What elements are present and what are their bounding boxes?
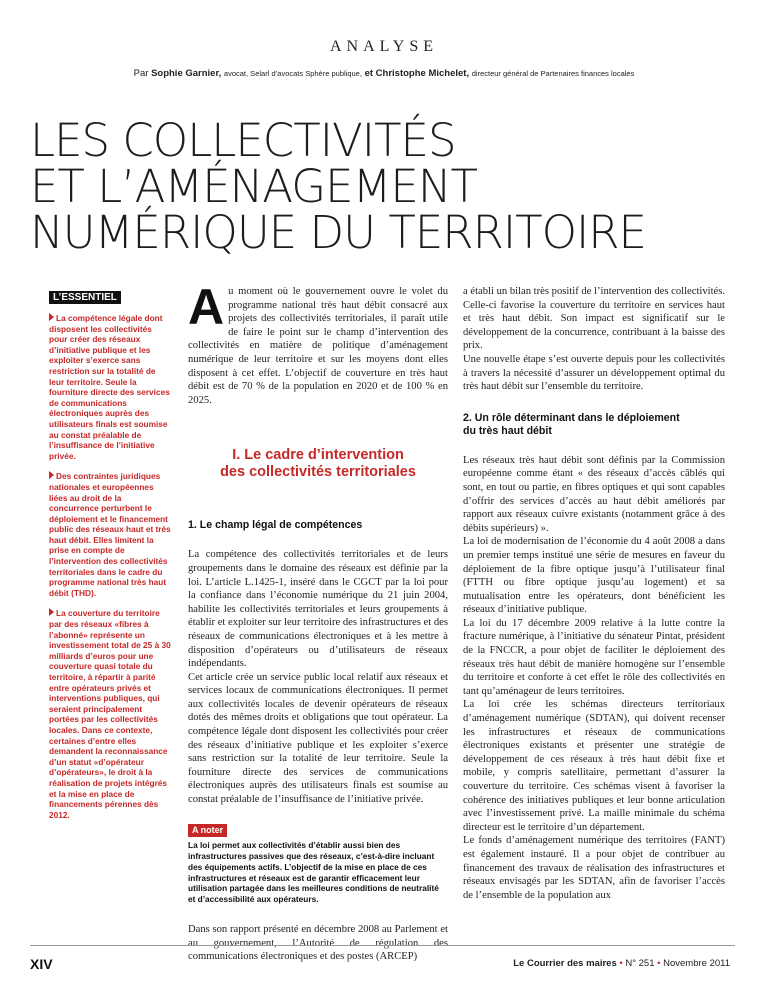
- dropcap: A: [188, 279, 225, 335]
- rubric: ANALYSE: [329, 38, 439, 55]
- paragraph: Le fonds d’aménagement numérique des territoires (FANT) est également instauré. Il a pour objet de contribuer au financement des travaux de réalisation des infrastructures et réseaux envisagés par les SDTAN, afin de favoriser l’accès de l’ensemble de la population aux: [463, 835, 725, 901]
- essentiel-item: La couverture du territoire par des réseaux «fibres à l’abonné» représente un investissement total de 25 à 30 milliards d’euros pour une couverture quasi totale du territoire, à répartir à parité entre opérateurs privés et interventions publiques, qui seraient principalement portées par les collectivités locales. Dans ce contexte, certaines d’entre elles demandent la reconnaissance d’un statut «d’opérateur d’opérateurs», le droit à la réalisation de projets intégrés et la mise en place de financements pérennes dès 2012.: [49, 608, 171, 820]
- issue-date: Novembre 2011: [663, 958, 730, 969]
- paragraph: La loi du 17 décembre 2009 relative à la lutte contre la fracture numérique, à l’initiative du sénateur Pintat, président de la FNCCR, a pour objet de faciliter le déploiement des réseaux très haut débit de manière homogène sur l’ensemble du territoire et conforte à cet effet le rôle des collectivités en tant qu’aménageur de leurs territoires.: [463, 617, 725, 697]
- paragraph: La loi de modernisation de l’économie du 4 août 2008 a dans un premier temps institué une série de mesures en faveur du déploiement de la fibre optique jusqu’à l’utilisateur final (FTTH ou fibre optique jusqu’au logement) et sa mutualisation entre les opérateurs, dont bénéficient les réseaux d’initiative publique.: [463, 536, 725, 616]
- publication-name: Le Courrier des maires: [513, 958, 617, 969]
- byline: [0, 68, 768, 79]
- note-text: La loi permet aux collectivités d’établir aussi bien des infrastructures passives que des réseaux, c’est-à-dire incluant des équipements actifs. L’objectif de la mise en place de ces infrastructures et réseaux est de garantir efficacement leur utilisation partagée dans les meilleures conditions de neutralité et d’accessibilité aux opérateurs.: [188, 840, 439, 905]
- note-box: [188, 824, 448, 905]
- issue-number: N° 251: [625, 958, 655, 969]
- paragraph: Une nouvelle étape s’est ouverte depuis pour les collectivités à travers la nécessité d’assurer un développement optimal du très haut débit sur l’ensemble du territoire.: [463, 353, 725, 393]
- title-line-3: NUMÉRIQUE DU TERRITOIRE: [30, 206, 646, 259]
- subheading-2: 2. Un rôle déterminant dans le déploiement du très haut débit: [463, 411, 680, 437]
- byline-conj: et: [364, 68, 374, 79]
- paragraph: a établi un bilan très positif de l’intervention des collectivités. Celle-ci favorise la couverture du territoire en services haut et très haut débit. Son impact est significatif sur le développement de la concurrence, contribuant à la baisse des prix.: [463, 286, 725, 352]
- essentiel-item: Des contraintes juridiques nationales et européennes liées au droit de la concurrence perturbent le déploiement et le financement public des réseaux haut et très haut débit. Elles limitent la prise en compte de l’intervention des collectivités territoriales dans le cadre du programme national très haut débit (THD).: [49, 471, 171, 598]
- section-title: I. Le cadre d’intervention des collectivités territoriales: [220, 447, 416, 481]
- note-heading: A noter: [188, 824, 227, 838]
- triangle-bullet-icon: [49, 608, 54, 616]
- intro-paragraph: Au moment où le gouvernement ouvre le volet du programme national très haut débit consacré aux projets des collectivités territoriales, il paraît utile de faire le point sur le champ d’intervention des collectivités en matière de politique d’aménagement numérique de leur territoire et sur les moyens dont elles disposent à cet effet. L’objectif de couverture en très haut débit est de 70 % de la population en 2020 et de 100 % en 2025.: [188, 279, 448, 406]
- article-title: [30, 114, 750, 259]
- essentiel-sidebar: [49, 287, 172, 830]
- author2: Christophe Michelet,: [375, 68, 470, 79]
- triangle-bullet-icon: [49, 471, 54, 479]
- paragraph: Cet article crée un service public local relatif aux réseaux et services locaux de communications électroniques. Il permet aux collectivités locales de devenir opérateurs de réseaux dotés des mêmes droits et obligations que tout opérateur. La compétence légale dont disposent les collectivités pour créer des réseaux d’initiative publique et les exploiter s’exerce sans restriction sur la totalité de leur territoire. Seule la fourniture directe des services de communications électroniques auprès des utilisateurs finals est soumise au constat préalable de l’insuffisance de l’initiative privée.: [188, 671, 448, 806]
- byline-prefix: Par: [133, 68, 149, 79]
- essentiel-item: La compétence légale dont disposent les collectivités pour créer des réseaux d’initiative publique et les exploiter s’exerce sans restriction sur la totalité de leur territoire. Seule la fourniture directe des services de communications électroniques auprès des utilisateurs finals est soumise au constat préalable de l’insuffisance de l’initiative privée.: [49, 313, 170, 461]
- author1: Sophie Garnier,: [151, 68, 222, 79]
- essentiel-heading: L’ESSENTIEL: [49, 291, 121, 304]
- title-line-2: ET L’AMÉNAGEMENT: [30, 160, 478, 213]
- column-1: [188, 279, 448, 964]
- footer-publication: Le Courrier des maires • N° 251 • Novembre 2011: [513, 958, 730, 969]
- subheading-1: 1. Le champ légal de compétences: [188, 519, 363, 532]
- column-2: [463, 285, 725, 902]
- author2-role: directeur général de Partenaires finances locales: [471, 69, 635, 78]
- paragraph: Les réseaux très haut débit sont définis par la Commission européenne comme étant « des réseaux d’accès câblés qui sont, en tout ou partie, en fibres optiques et qui sont capables d’offrir des services d’accès au haut débit améliorés par rapport aux réseaux cuivre existants (notamment grâce à des débits supérieurs) ».: [463, 454, 725, 534]
- paragraph: Dans son rapport présenté en décembre 2008 au Parlement et au gouvernement, l’Autorité de régulation des communications électroniques et des postes (ARCEP): [188, 924, 448, 963]
- paragraph: La loi crée les schémas directeurs territoriaux d’aménagement numérique (SDTAN), qui doivent recenser les infrastructures et réseaux de communications électroniques existants et présenter une stratégie de développement de ces réseaux à très haut débit fixe et mobile, y compris satellitaire, permettant d’assurer la couverture du territoire. Ces schémas visent à favoriser la cohérence des initiatives publiques et leur bonne articulation avec l’investissement privé. La maille minimale du schéma directeur est le territoire d’un département.: [463, 699, 725, 833]
- author1-role: avocat, Selarl d’avocats Sphère publique,: [223, 69, 362, 78]
- triangle-bullet-icon: [49, 313, 54, 321]
- page-number: XIV: [30, 956, 53, 972]
- paragraph: La compétence des collectivités territoriales et de leurs groupements dans le domaine des réseaux est définie par la loi. L’article L.1425-1, inséré dans le CGCT par la loi pour la confiance dans l’économie numérique du 21 juin 2004, habilite les collectivités territoriales et leurs groupements à établir et exploiter sur leur territoire des infrastructures et des réseaux de communications électroniques et à les mettre à disposition d’opérateurs ou d’utilisateurs de réseaux indépendants.: [188, 549, 448, 670]
- footer-rule: [30, 945, 735, 946]
- title-line-1: LES COLLECTIVITÉS: [30, 114, 456, 167]
